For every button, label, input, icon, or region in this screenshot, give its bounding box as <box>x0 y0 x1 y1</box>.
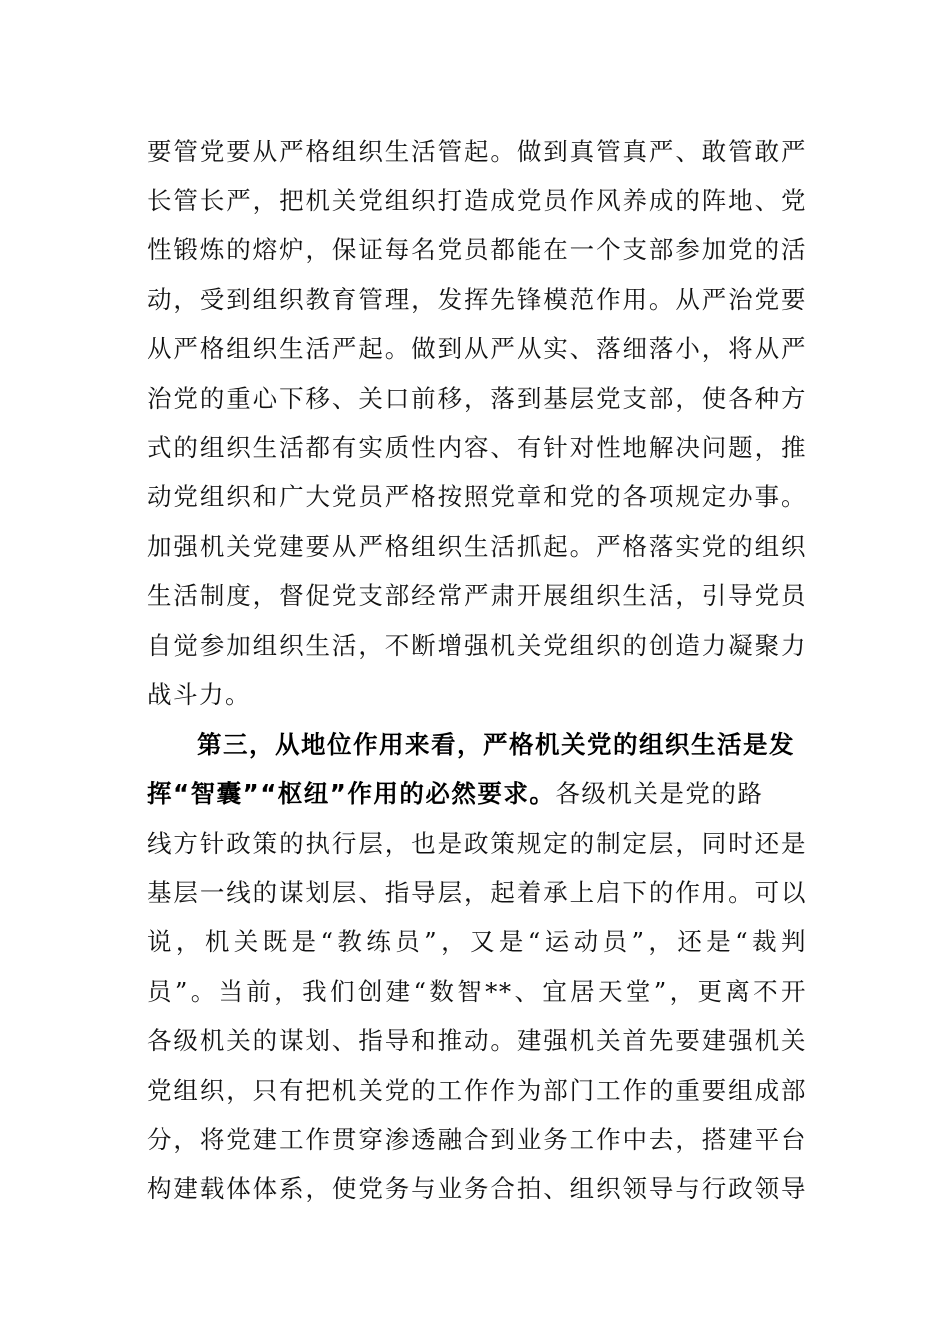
text-line: 性锻炼的熔炉，保证每名党员都能在一个支部参加党的活 <box>147 235 807 264</box>
text-line: 说，机关既是“教练员”，又是“运动员”，还是“裁判 <box>147 927 807 956</box>
text-line: 加强机关党建要从严格组织生活抓起。严格落实党的组织 <box>147 532 807 561</box>
text-line: 要管党要从严格组织生活管起。做到真管真严、敢管敢严 <box>147 137 807 166</box>
text-line: 各级机关的谋划、指导和推动。建强机关首先要建强机关 <box>147 1026 807 1055</box>
text-line: 线方针政策的执行层，也是政策规定的制定层，同时还是 <box>147 829 807 858</box>
section-heading-end: 挥“智囊”“枢纽”作用的必然要求。 <box>147 779 556 808</box>
text-line: 构建载体体系，使党务与业务合拍、组织领导与行政领导 <box>147 1174 807 1203</box>
paragraph-start-text: 各级机关是党的路 <box>555 779 764 808</box>
text-line: 基层一线的谋划层、指导层，起着承上启下的作用。可以 <box>147 878 807 907</box>
text-line: 动，受到组织教育管理，发挥先锋模范作用。从严治党要 <box>147 285 807 314</box>
section-heading: 第三，从地位作用来看，严格机关党的组织生活是发 <box>197 730 795 759</box>
text-line: 式的组织生活都有实质性内容、有针对性地解决问题，推 <box>147 433 807 462</box>
text-line: 分，将党建工作贯穿渗透融合到业务工作中去，搭建平台 <box>147 1125 807 1154</box>
text-line: 生活制度，督促党支部经常严肃开展组织生活，引导党员 <box>147 581 807 610</box>
section-heading-line2 <box>147 769 807 819</box>
text-line: 从严格组织生活严起。做到从严从实、落细落小，将从严 <box>147 334 807 363</box>
text-line: 员”。当前，我们创建“数智**、宜居天堂”，更离不开 <box>147 977 807 1006</box>
text-line: 党组织，只有把机关党的工作作为部门工作的重要组成部 <box>147 1076 807 1105</box>
text-line: 长管长严，把机关党组织打造成党员作风养成的阵地、党 <box>147 186 807 215</box>
text-line: 治党的重心下移、关口前移，落到基层党支部，使各种方 <box>147 384 807 413</box>
text-line: 自觉参加组织生活，不断增强机关党组织的创造力凝聚力 <box>147 631 807 660</box>
text-line-last: 战斗力。 <box>147 680 251 709</box>
text-line: 动党组织和广大党员严格按照党章和党的各项规定办事。 <box>147 482 807 511</box>
